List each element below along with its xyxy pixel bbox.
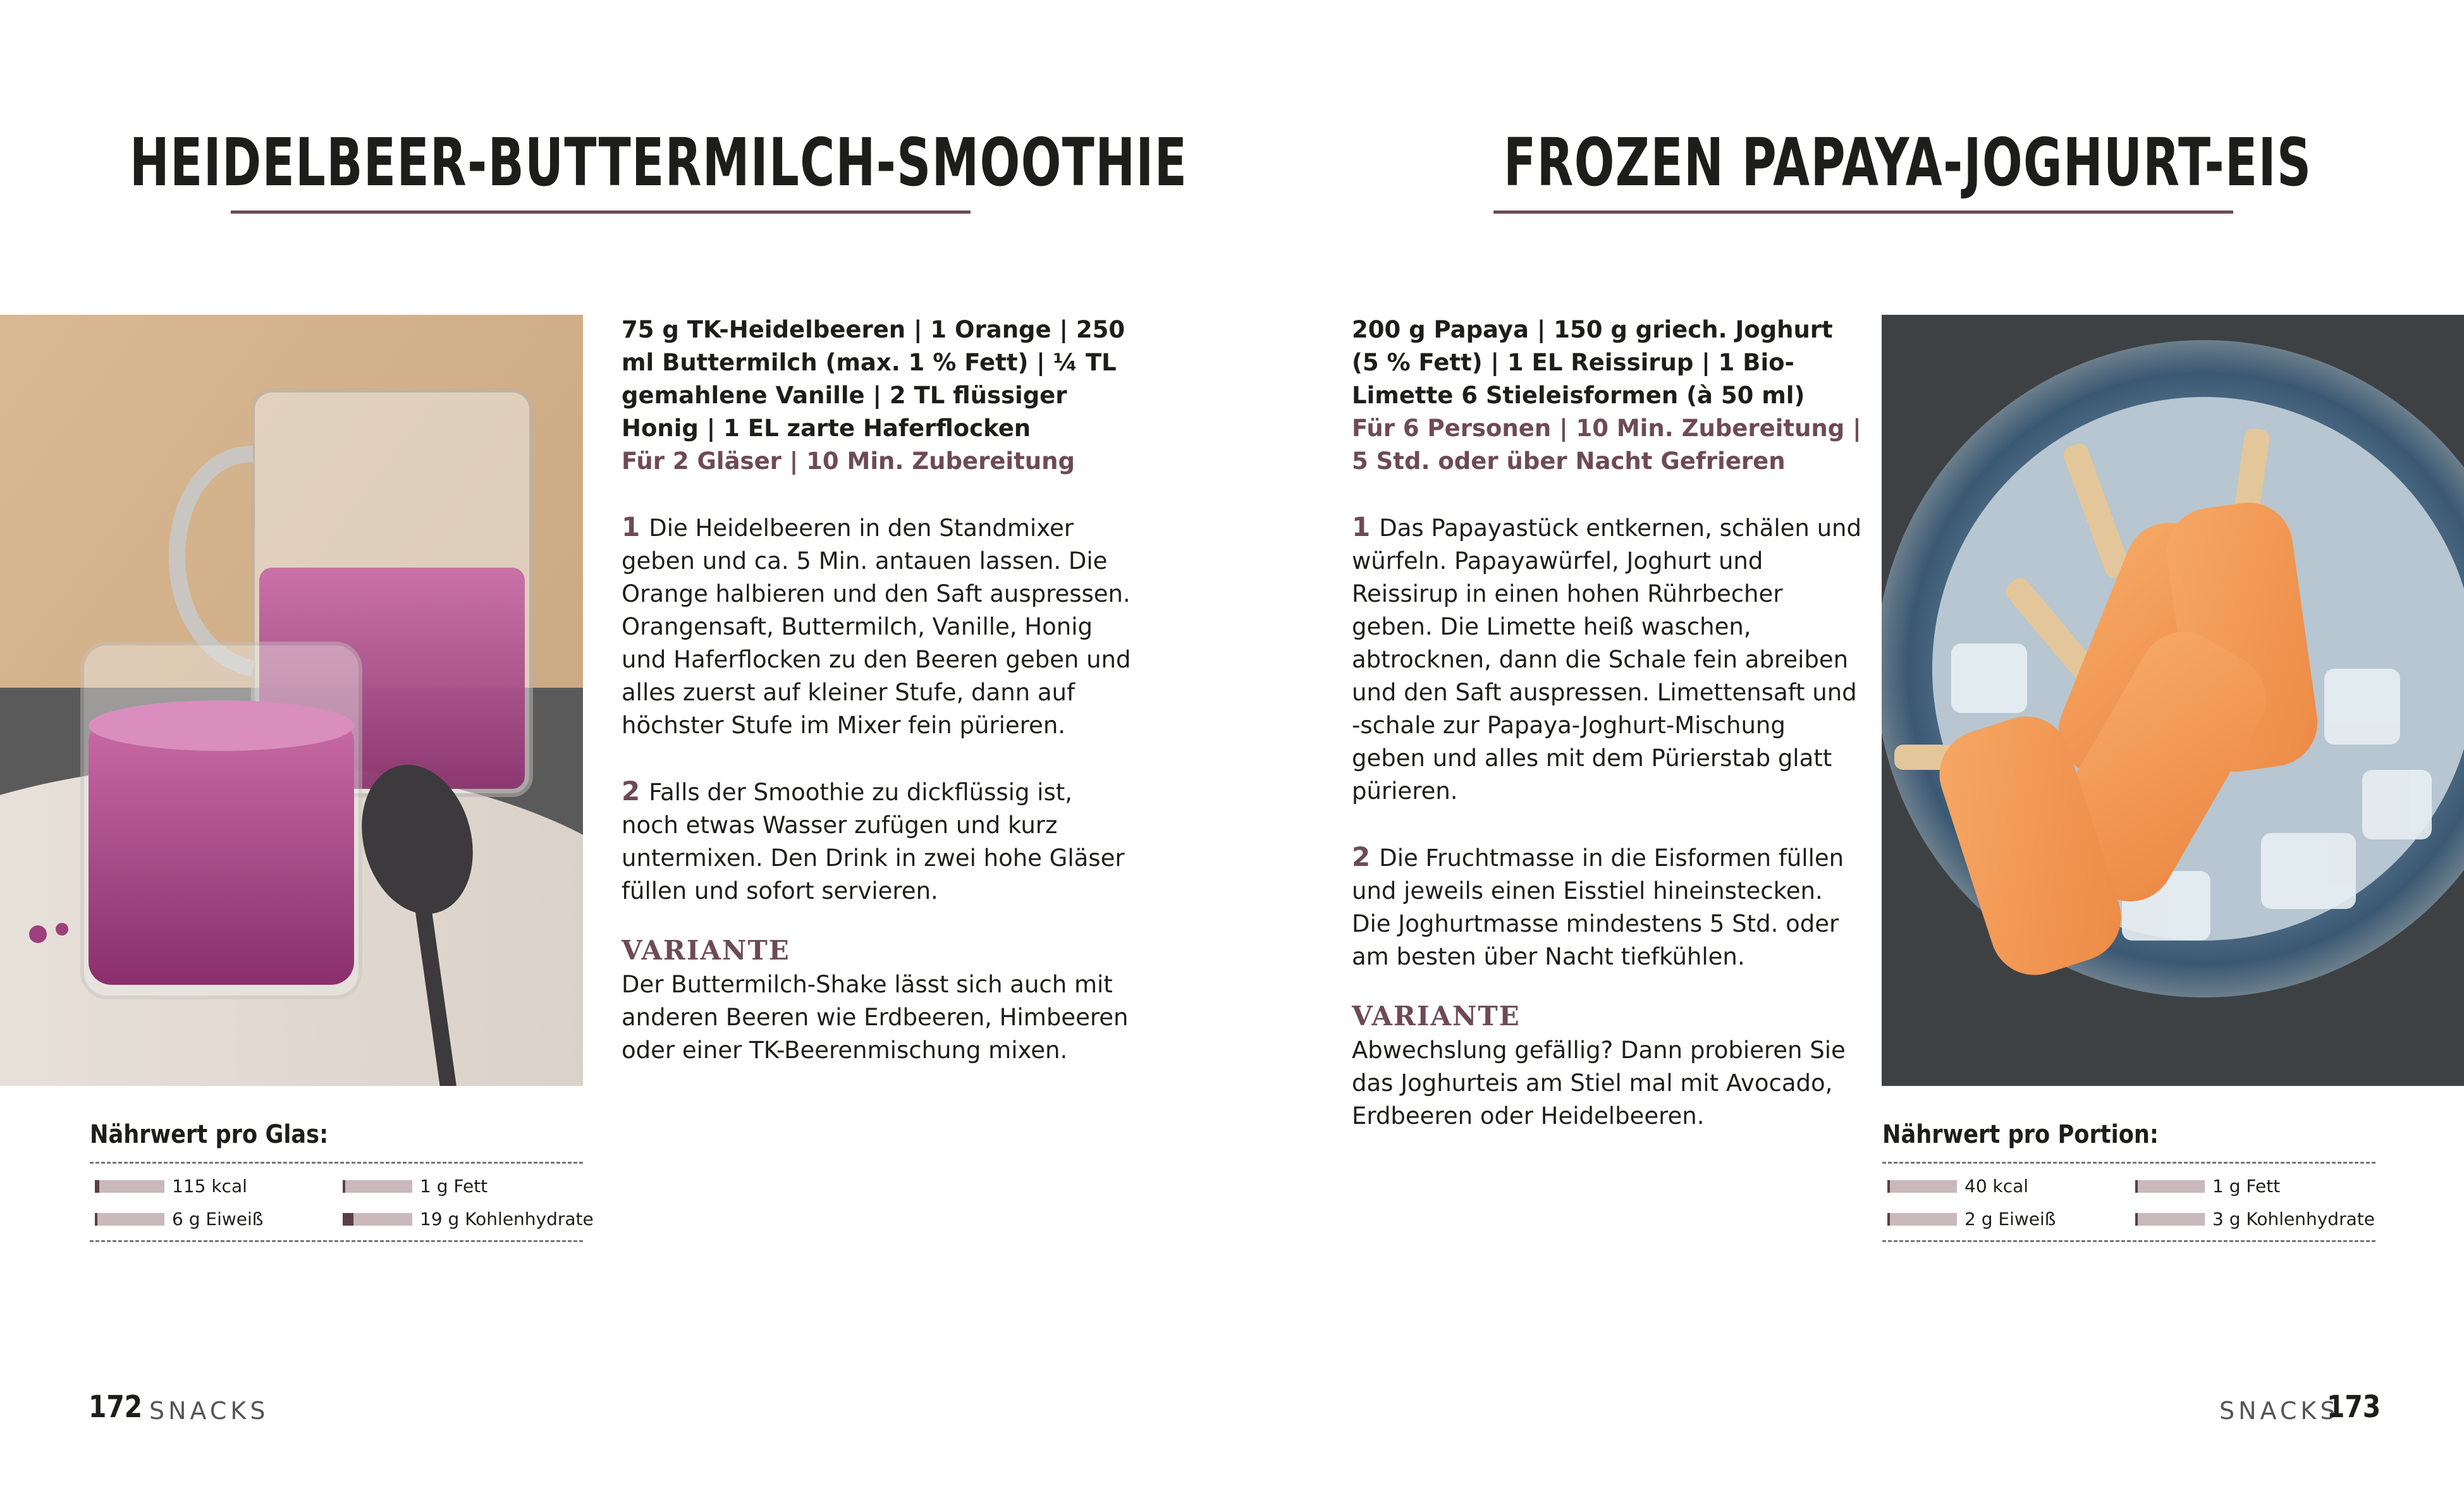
nutrition-bar xyxy=(343,1180,412,1193)
step-text: Die Heidelbeeren in den Standmixer geben und ca. 5 Min. antauen lassen. Die Orange halbieren und den Saft auspressen. Orangensaft, Buttermilch, Vanille, Honig und Haferflocken zu den Beeren geben und alles zuerst auf kleiner Stufe, dann auf höchster Stufe im Mixer fein pürieren. xyxy=(622,515,1131,739)
nutrition-label: 6 g Eiweiß xyxy=(172,1209,264,1229)
nutrition-bar xyxy=(95,1213,164,1226)
section-label: SNACKS xyxy=(2219,1397,2339,1425)
nutrition-label: 1 g Fett xyxy=(2212,1176,2281,1197)
nutrition-label: 115 kcal xyxy=(172,1176,247,1197)
nutrition-bar xyxy=(2135,1213,2205,1226)
page-number: 173 xyxy=(2327,1389,2381,1425)
nutrition-title: Nährwert pro Glas: xyxy=(90,1120,329,1149)
nutrition-label: 2 g Eiweiß xyxy=(1964,1209,2056,1229)
nutrition-carbs xyxy=(2135,1210,2375,1229)
variante-heading: VARIANTE xyxy=(1352,1001,1521,1032)
nutrition-carbs xyxy=(343,1210,594,1229)
step-text: Die Fruchtmasse in die Eisformen füllen und jeweils einen Eisstiel hineinstecken. Die Joghurtmasse mindestens 5 Std. oder am besten über Nacht tiefkühlen. xyxy=(1352,844,1844,970)
ingredient-list: 75 g TK-Heidelbeeren | 1 Orange | 250 ml Buttermilch (max. 1 % Fett) | ¼ TL gemahlene Vanille | 2 TL flüssiger Honig | 1 EL zarte Haferflocken xyxy=(622,316,1125,442)
smoothie-photo xyxy=(0,315,583,1086)
left-recipe-text xyxy=(622,314,1134,1067)
nutrition-label: 1 g Fett xyxy=(420,1176,488,1197)
servings-time: Für 2 Gläser | 10 Min. Zubereitung xyxy=(622,448,1075,475)
variante-text: Abwechslung gefällig? Dann probieren Sie das Joghurteis am Stiel mal mit Avocado, Erdbeeren oder Heidelbeeren. xyxy=(1352,1037,1846,1130)
right-recipe-text xyxy=(1352,314,1864,1133)
step-number: 2 xyxy=(1352,841,1371,872)
step-text: Das Papayastück entkernen, schälen und würfeln. Papayawürfel, Joghurt und Reissirup in einen hohen Rührbecher geben. Die Limette heiß waschen, abtrocknen, dann die Schale fein abreiben und den Saft auspressen. Limettensaft und -schale zur Papaya-Joghurt-Mischung geben und alles mit dem Pürierstab glatt pürieren. xyxy=(1352,515,1861,805)
step-number: 1 xyxy=(622,511,641,542)
nutrition-bar xyxy=(2135,1180,2205,1193)
nutrition-label: 3 g Kohlenhydrate xyxy=(2212,1209,2375,1229)
step-2 xyxy=(1352,841,1864,973)
nutrition-bar xyxy=(1887,1180,1957,1193)
nutrition-divider-top xyxy=(90,1162,583,1164)
papaya-photo xyxy=(1882,315,2464,1086)
nutrition-bar xyxy=(1887,1213,1957,1226)
nutrition-label: 40 kcal xyxy=(1964,1176,2029,1197)
nutrition-divider-bottom xyxy=(1882,1240,2375,1242)
step-number: 1 xyxy=(1352,511,1371,542)
variante-text: Der Buttermilch-Shake lässt sich auch mit anderen Beeren wie Erdbeeren, Himbeeren oder einer TK-Beerenmischung mixen. xyxy=(622,971,1129,1064)
nutrition-kcal xyxy=(95,1177,247,1196)
left-title-underline xyxy=(231,210,971,214)
variante-heading: VARIANTE xyxy=(622,935,790,966)
right-recipe-title: FROZEN PAPAYA-JOGHURT-EIS xyxy=(1504,124,2312,201)
nutrition-bar xyxy=(343,1213,412,1226)
step-1 xyxy=(1352,511,1864,808)
step-1 xyxy=(622,511,1134,742)
nutrition-divider-top xyxy=(1882,1162,2375,1164)
servings-time: Für 6 Personen | 10 Min. Zubereitung | 5 Std. oder über Nacht Gefrieren xyxy=(1352,415,1861,475)
nutrition-protein xyxy=(1887,1210,2056,1229)
step-text: Falls der Smoothie zu dickflüssig ist, noch etwas Wasser zufügen und kurz untermixen. Den Drink in zwei hohe Gläser füllen und sofort servieren. xyxy=(622,779,1125,905)
right-title-underline xyxy=(1493,210,2233,214)
nutrition-fat xyxy=(343,1177,487,1196)
left-recipe-title: HEIDELBEER-BUTTERMILCH-SMOOTHIE xyxy=(130,124,1188,201)
nutrition-fat xyxy=(2135,1177,2280,1196)
nutrition-protein xyxy=(95,1210,263,1229)
ingredient-list: 200 g Papaya | 150 g griech. Joghurt (5 % Fett) | 1 EL Reissirup | 1 Bio-Limette 6 Stieleisformen (à 50 ml) xyxy=(1352,316,1833,409)
nutrition-bar xyxy=(95,1180,164,1193)
step-number: 2 xyxy=(622,776,641,807)
section-label: SNACKS xyxy=(149,1397,269,1425)
nutrition-title: Nährwert pro Portion: xyxy=(1882,1120,2159,1149)
nutrition-label: 19 g Kohlenhydrate xyxy=(420,1209,594,1229)
page-number: 172 xyxy=(89,1389,143,1425)
nutrition-divider-bottom xyxy=(90,1240,583,1242)
nutrition-kcal xyxy=(1887,1177,2028,1196)
step-2 xyxy=(622,775,1134,908)
